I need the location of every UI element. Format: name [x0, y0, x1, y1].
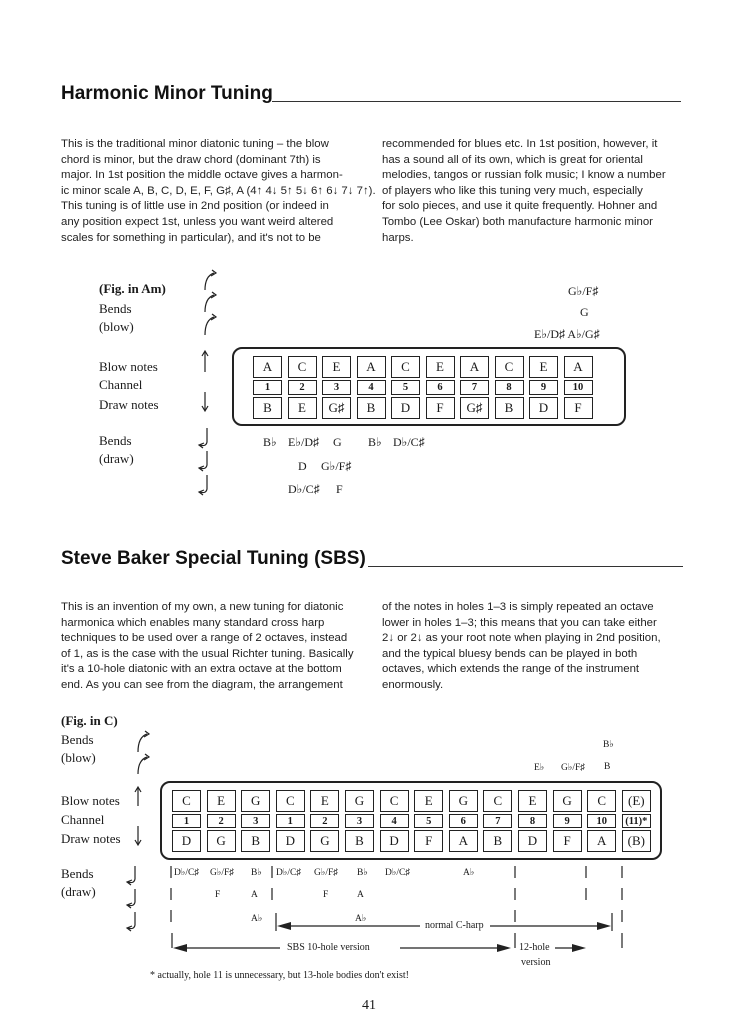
draw-bend: D♭/C♯ [174, 868, 200, 878]
draw-note-cell: D [529, 397, 558, 419]
text-line: of the notes in holes 1–3 is simply repeated an octave [382, 601, 654, 613]
text-line: any position expect 1st, unless you want weird altered [61, 215, 334, 228]
blow-note-cell: E [310, 790, 339, 812]
draw-note-cell: E [288, 397, 317, 419]
channel-number: 4 [357, 380, 386, 395]
blow-notes-label: Blow notes [61, 793, 120, 808]
draw-bend: D♭/C♯ [276, 868, 302, 878]
channel-number: 3 [345, 814, 374, 828]
bends-draw-label: Bends [99, 433, 132, 448]
blow-notes-label: Blow notes [99, 359, 158, 374]
channel-number: 6 [426, 380, 455, 395]
draw-bend: D♭/C♯ [288, 482, 320, 496]
blow-note-cell: (E) [622, 790, 651, 812]
text-line: 2↓ or 2↓ as your root note when playing in 2nd position, [382, 632, 661, 645]
draw-notes-label: Draw notes [99, 397, 159, 412]
draw-bend: D [298, 459, 307, 473]
text-line: lower in holes 1–3; this means that you can take either [382, 616, 657, 629]
text-line: techniques to be used over a range of 2 octaves, instead [61, 632, 348, 645]
text-line: Tombo (Lee Oskar) both manufacture harmonic minor [382, 215, 653, 228]
channel-number: 3 [241, 814, 270, 828]
draw-bend: G♭/F♯ [210, 868, 235, 878]
channel-label: Channel [99, 377, 143, 392]
blow-note-cell: E [322, 356, 351, 378]
blow-bend: G♭/F♯ [568, 284, 599, 298]
text-line: melodies, tangos or russian folk music; I know a number [382, 169, 666, 182]
text-line: recommended for blues etc. In 1st position, however, it [382, 138, 658, 150]
draw-bend: A♭ [355, 914, 367, 924]
blow-note-cell: C [380, 790, 409, 812]
text-line: harps. [382, 231, 414, 244]
channel-number: 10 [564, 380, 593, 395]
channel-label: Channel [61, 812, 105, 827]
draw-bend: B♭ [368, 435, 382, 449]
text-line: chord is minor, but the draw chord (dominant 7th) is [61, 153, 321, 166]
draw-bend: B♭ [251, 868, 262, 878]
draw-note-cell: D [172, 830, 201, 852]
draw-note-cell: (B) [622, 830, 651, 852]
text-line: of players who like this tuning very much, especially [382, 184, 643, 197]
draw-note-cell: F [553, 830, 582, 852]
draw-note-cell: B [483, 830, 512, 852]
draw-note-cell: F [564, 397, 593, 419]
draw-note-cell: G♯ [460, 397, 489, 419]
blow-note-cell: C [587, 790, 616, 812]
blow-bend: B [604, 762, 611, 772]
blow-note-cell: E [207, 790, 236, 812]
draw-note-cell: D [276, 830, 305, 852]
channel-number: 7 [460, 380, 489, 395]
blow-note-cell: G [449, 790, 478, 812]
blow-note-cell: G [553, 790, 582, 812]
channel-number: 5 [414, 814, 443, 828]
page-number: 41 [362, 998, 376, 1013]
draw-bend: B♭ [263, 435, 277, 449]
blow-note-cell: A [564, 356, 593, 378]
text-line: has a sound all of its own, which is great for oriental [382, 153, 643, 166]
channel-number: 2 [288, 380, 317, 395]
draw-bend: A [357, 890, 364, 900]
draw-bend: G♭/F♯ [321, 459, 352, 473]
draw-note-cell: D [518, 830, 547, 852]
blow-note-cell: C [391, 356, 420, 378]
channel-number: 2 [207, 814, 236, 828]
blow-bend: E♭/D♯ A♭/G♯ [534, 327, 600, 341]
bends-draw-label: Bends [61, 866, 94, 881]
text-line: it's a 10-hole diatonic with an extra octave at the bottom [61, 663, 342, 676]
draw-note-cell: G [207, 830, 236, 852]
draw-note-cell: B [253, 397, 282, 419]
blow-label: (blow) [99, 319, 134, 334]
draw-note-cell: B [345, 830, 374, 852]
blow-label: (blow) [61, 750, 96, 765]
draw-bend: F [215, 890, 221, 900]
draw-note-cell: B [495, 397, 524, 419]
text-line: and the typical bluesy bends can be played in both [382, 647, 638, 660]
draw-note-cell: D [391, 397, 420, 419]
channel-number: 6 [449, 814, 478, 828]
blow-note-cell: G [345, 790, 374, 812]
sbs-version-label: SBS 10-hole version [287, 942, 370, 953]
draw-bend: E♭/D♯ [288, 435, 319, 449]
blow-note-cell: E [529, 356, 558, 378]
channel-number: 9 [529, 380, 558, 395]
draw-note-cell: G [310, 830, 339, 852]
channel-number: 1 [276, 814, 305, 828]
draw-note-cell: F [426, 397, 455, 419]
version-label: version [521, 957, 551, 968]
draw-label: (draw) [61, 884, 96, 899]
blow-note-cell: C [172, 790, 201, 812]
channel-number: 5 [391, 380, 420, 395]
text-line: major. In 1st position the middle octave gives a harmon- [61, 169, 343, 182]
text-line: end. As you can see from the diagram, the arrangement [61, 678, 343, 691]
blow-note-cell: A [357, 356, 386, 378]
draw-note-cell: F [414, 830, 443, 852]
blow-bend: G [580, 305, 589, 319]
blow-note-cell: C [483, 790, 512, 812]
draw-note-cell: D [380, 830, 409, 852]
blow-note-cell: G [241, 790, 270, 812]
blow-note-cell: E [414, 790, 443, 812]
blow-bend: B♭ [603, 740, 614, 750]
twelve-hole-label: 12-hole [519, 942, 550, 953]
channel-number: 9 [553, 814, 582, 828]
channel-number: 4 [380, 814, 409, 828]
text-line: scales for something in particular), and it's not to be [61, 231, 321, 244]
draw-label: (draw) [99, 451, 134, 466]
channel-number: 1 [253, 380, 282, 395]
text-line: This tuning is of little use in 2nd position (or indeed in [61, 200, 329, 213]
draw-bend: A♭ [251, 914, 263, 924]
figure-title: (Fig. in C) [61, 713, 118, 728]
blow-note-cell: C [495, 356, 524, 378]
section-title-sbs: Steve Baker Special Tuning (SBS) [61, 548, 366, 569]
channel-number: (11)* [622, 814, 651, 828]
blow-note-cell: E [518, 790, 547, 812]
draw-bend: G [333, 435, 342, 449]
channel-number: 1 [172, 814, 201, 828]
text-line: octaves, which extends the range of the instrument [382, 663, 640, 676]
text-line: enormously. [382, 678, 444, 691]
draw-bend: A [251, 890, 258, 900]
draw-notes-label: Draw notes [61, 831, 121, 846]
blow-note-cell: C [276, 790, 305, 812]
blow-bend: E♭ [534, 763, 545, 773]
channel-number: 2 [310, 814, 339, 828]
figure-title: (Fig. in Am) [99, 281, 166, 296]
text-line: This is the traditional minor diatonic tuning – the blow [61, 138, 329, 150]
draw-bend: B♭ [357, 868, 368, 878]
bends-label: Bends [61, 732, 94, 747]
footnote: * actually, hole 11 is unnecessary, but 13-hole bodies don't exist! [150, 970, 409, 981]
blow-note-cell: A [253, 356, 282, 378]
blow-note-cell: C [288, 356, 317, 378]
draw-note-cell: A [449, 830, 478, 852]
draw-bend: D♭/C♯ [393, 435, 425, 449]
draw-note-cell: B [357, 397, 386, 419]
section-title-harmonic-minor: Harmonic Minor Tuning [61, 83, 273, 104]
channel-number: 8 [495, 380, 524, 395]
draw-note-cell: B [241, 830, 270, 852]
normal-harp-label: normal C-harp [425, 920, 484, 931]
draw-bend: F [323, 890, 329, 900]
channel-number: 8 [518, 814, 547, 828]
draw-bend: G♭/F♯ [314, 868, 339, 878]
draw-note-cell: A [587, 830, 616, 852]
draw-bend: A♭ [463, 868, 475, 878]
blow-note-cell: A [460, 356, 489, 378]
channel-number: 7 [483, 814, 512, 828]
channel-number: 3 [322, 380, 351, 395]
text-line: This is an invention of my own, a new tuning for diatonic [61, 601, 344, 613]
channel-number: 10 [587, 814, 616, 828]
draw-note-cell: G♯ [322, 397, 351, 419]
draw-bend: F [336, 482, 343, 496]
bends-label: Bends [99, 301, 132, 316]
text-line: ic minor scale A, B, C, D, E, F, G♯, A (4↑ 4↓ 5↑ 5↓ 6↑ 6↓ 7↓ 7↑). [61, 184, 376, 197]
text-line: for solo pieces, and use it quite frequently. Hohner and [382, 200, 658, 213]
draw-bend: D♭/C♯ [385, 868, 411, 878]
text-line: of 1, as is the case with the usual Richter tuning. Basically [61, 647, 354, 660]
blow-note-cell: E [426, 356, 455, 378]
blow-bend: G♭/F♯ [561, 763, 586, 773]
text-line: harmonica which enables many standard cross harp [61, 616, 325, 629]
